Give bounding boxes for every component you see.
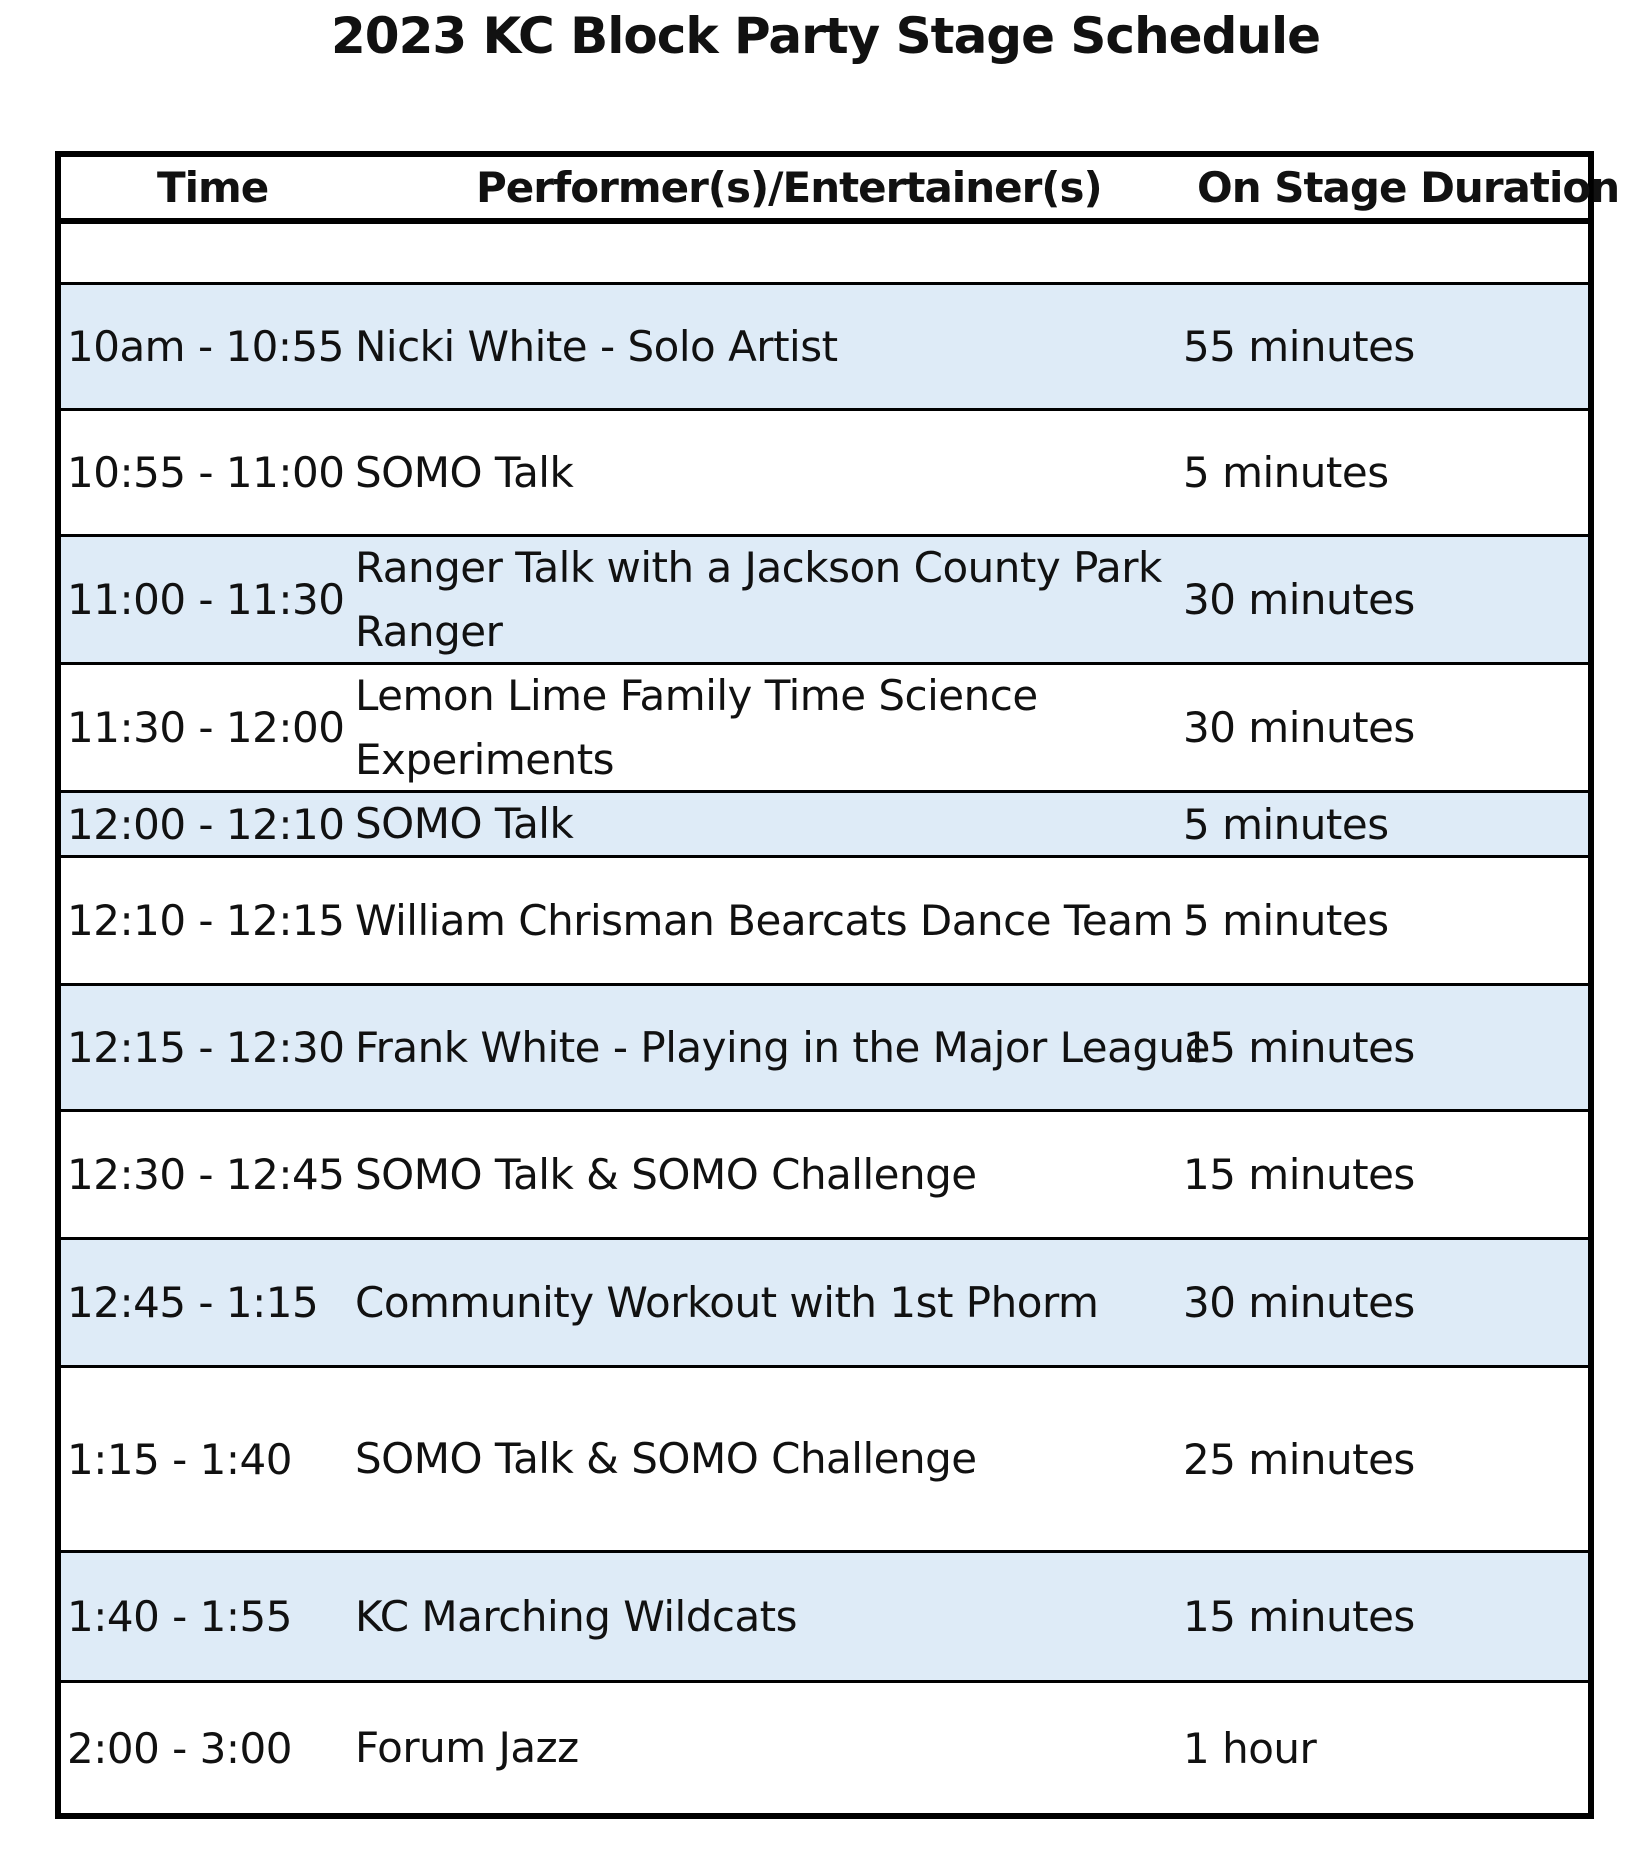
- schedule-table: [55, 151, 1620, 1819]
- performer-cell: Ranger Talk with a Jackson County Park Ranger: [355, 542, 1162, 656]
- performer-cell: SOMO Talk: [355, 447, 574, 497]
- performer-cell: Frank White - Playing in the Major League: [355, 1022, 1210, 1072]
- time-cell: 11:30 - 12:00: [67, 703, 345, 752]
- table-row: [61, 986, 1588, 1112]
- table-row: [61, 1553, 1588, 1683]
- time-cell: 12:15 - 12:30: [67, 1023, 345, 1072]
- header-time: Time: [157, 163, 269, 212]
- time-cell: 12:45 - 1:15: [67, 1278, 319, 1327]
- table-row: [61, 793, 1588, 858]
- table-row: [61, 285, 1588, 411]
- performer-cell: Forum Jazz: [355, 1723, 579, 1772]
- performer-cell: KC Marching Wildcats: [355, 1591, 798, 1641]
- table-row: [61, 1112, 1588, 1240]
- duration-cell: 30 minutes: [1183, 703, 1415, 752]
- performer-cell: SOMO Talk & SOMO Challenge: [355, 1149, 977, 1199]
- duration-cell: 5 minutes: [1183, 896, 1389, 945]
- duration-cell: 1 hour: [1183, 1723, 1317, 1773]
- table-row: [61, 411, 1588, 537]
- table-row: [61, 537, 1588, 665]
- performer-cell: William Chrisman Bearcats Dance Team: [355, 895, 1173, 945]
- time-cell: 12:30 - 12:45: [67, 1150, 345, 1199]
- duration-cell: 15 minutes: [1183, 1150, 1415, 1199]
- time-cell: 11:00 - 11:30: [67, 575, 345, 624]
- table-row: [61, 1368, 1588, 1553]
- page-title: 2023 KC Block Party Stage Schedule: [330, 7, 1321, 65]
- time-cell: 1:15 - 1:40: [67, 1434, 292, 1484]
- header-performer: Performer(s)/Entertainer(s): [476, 163, 1102, 212]
- performer-cell: Nicki White - Solo Artist: [355, 321, 838, 371]
- duration-cell: 25 minutes: [1183, 1434, 1415, 1484]
- duration-cell: 30 minutes: [1183, 1278, 1415, 1327]
- duration-cell: [1183, 218, 1583, 282]
- time-cell: 12:00 - 12:10: [67, 799, 345, 849]
- performer-cell: SOMO Talk: [355, 799, 574, 848]
- performer-cell: SOMO Talk & SOMO Challenge: [355, 1434, 977, 1483]
- time-cell: 1:40 - 1:55: [67, 1592, 292, 1641]
- table-row: [61, 858, 1588, 986]
- duration-cell: 5 minutes: [1183, 799, 1389, 849]
- duration-cell: 30 minutes: [1183, 575, 1415, 624]
- performer-cell: Lemon Lime Family Time Science Experiments: [355, 670, 1038, 784]
- table-row: [61, 218, 1588, 285]
- time-cell: 2:00 - 3:00: [67, 1723, 292, 1773]
- duration-cell: 15 minutes: [1183, 1592, 1415, 1641]
- header-duration: On Stage Duration: [1197, 163, 1620, 212]
- time-cell: [67, 218, 347, 282]
- table-row: [61, 1683, 1588, 1813]
- performer-cell: [355, 218, 1235, 282]
- time-cell: 10:55 - 11:00: [67, 448, 345, 497]
- table-header: [61, 157, 1620, 224]
- performer-cell: Community Workout with 1st Phorm: [355, 1277, 1099, 1327]
- time-cell: 10am - 10:55: [67, 322, 344, 371]
- duration-cell: 55 minutes: [1183, 322, 1415, 371]
- duration-cell: 5 minutes: [1183, 448, 1389, 497]
- table-row: [61, 1240, 1588, 1368]
- duration-cell: 15 minutes: [1183, 1023, 1415, 1072]
- table-row: [61, 665, 1588, 793]
- time-cell: 12:10 - 12:15: [67, 896, 345, 945]
